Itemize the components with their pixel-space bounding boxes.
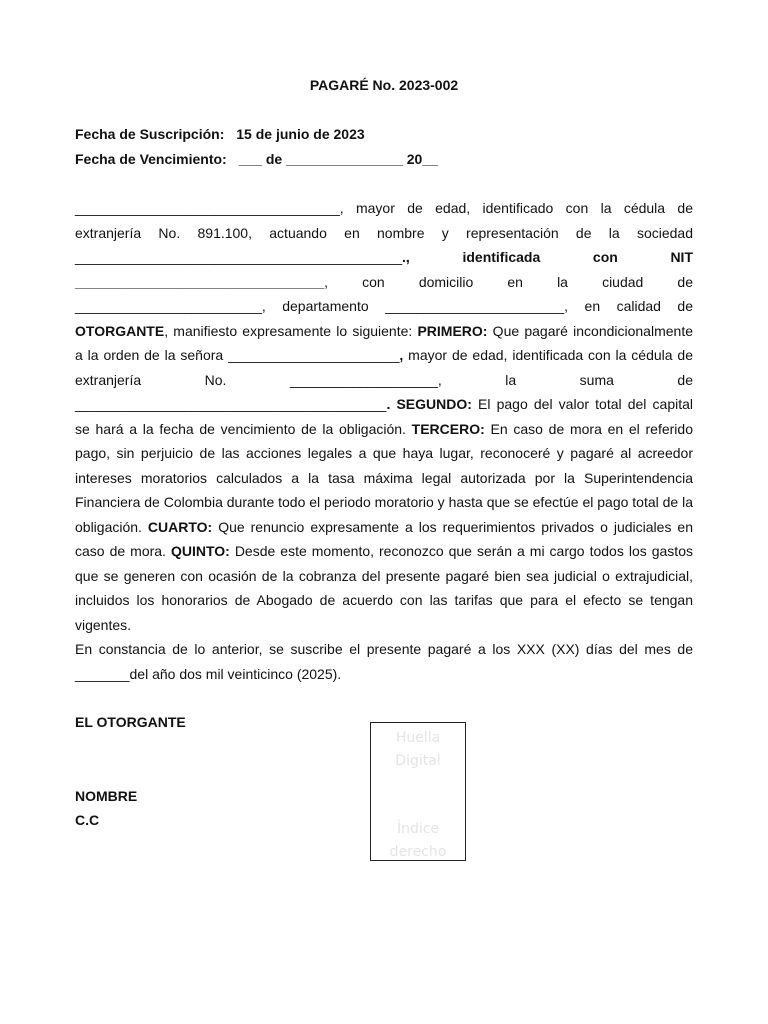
closing-paragraph: En constancia de lo anterior, se suscribe el presente pagaré a los XXX (XX) días del mes de _______del año dos mil veinticinco (2025). [75, 641, 693, 682]
document-title: PAGARÉ No. 2023-002 [309, 77, 459, 93]
body-text-5: , manifiesto expresamente lo siguiente: [164, 322, 418, 339]
signature-otorgante-label: EL OTORGANTE [75, 714, 186, 730]
fecha-suscripcion-label: Fecha de Suscripción: [75, 126, 225, 142]
clause-primero-text: Que pagaré incondicionalmente a la orden de la señora ______________________ [75, 322, 693, 363]
body-text-7: mayor de edad, identificada con la cédula de extranjería No. ___________________, la suma de ________________________________________ [75, 347, 693, 412]
fecha-suscripcion-value: 15 de junio de 2023 [236, 126, 365, 142]
otorgante-term: OTORGANTE [75, 322, 165, 339]
clause-tercero-label: TERCERO: [411, 420, 485, 437]
body-text-1: __________________________________, mayor de edad, identificado con la cédula de extranjería No. 891.100, actuando en nombre y representación de la sociedad __________________________________________ [75, 200, 693, 265]
clause-cuarto-label: CUARTO: [147, 518, 213, 535]
clause-quinto-text: Desde este momento, reconozco que serán a mi cargo todos los gastos que se generen con ocasión de la cobranza del presente pagaré bien sea judicial o extrajudicial, incluidos los honorarios de Abogado de acuerdo con las tarifas que para el efecto se tengan vigentes. [75, 543, 693, 633]
signature-nombre-label: NOMBRE [75, 788, 138, 804]
body-text-3: ________________________________ [75, 273, 325, 290]
clause-quinto-label: QUINTO: [170, 543, 230, 559]
fecha-vencimiento-label: Fecha de Vencimiento: [75, 151, 227, 167]
signature-cc-label: C.C [75, 812, 100, 828]
clause-segundo-text: El pago del valor total del capital se hará a la fecha de vencimiento de la obligación. [75, 396, 693, 437]
clause-primero-label: PRIMERO: [417, 322, 488, 339]
fecha-suscripcion [75, 126, 365, 142]
body-text-2: ., identificada con NIT [402, 249, 693, 265]
fingerprint-top-text: Huella Digital [395, 730, 441, 769]
clause-cuarto-text: Que renuncio expresamente a los requerimientos privados o judiciales en caso de mora. [75, 518, 694, 559]
clause-segundo-label: . SEGUNDO: [386, 396, 472, 412]
clause-tercero-text: En caso de mora en el referido pago, sin perjuicio de las acciones legales a que haya lugar, reconoceré y pagaré al acreedor intereses moratorios calculados a la tasa máxima legal autorizada por la Superintendencia Financiera de Colombia durante todo el periodo moratorio y hasta que se efectúe el pago total de la obligación. [75, 420, 693, 535]
pagare-body [75, 196, 693, 637]
fingerprint-bottom-text: Índice derecho [389, 821, 447, 860]
fecha-vencimiento-value: ___ de _______________ 20__ [238, 151, 438, 167]
fingerprint-box [370, 722, 466, 861]
body-text-4: , con domicilio en la ciudad de ________________________, departamento _______________________, en calidad de [75, 273, 693, 314]
body-comma: , [399, 347, 404, 363]
body-paragraph [75, 196, 693, 637]
fecha-vencimiento [75, 151, 438, 167]
